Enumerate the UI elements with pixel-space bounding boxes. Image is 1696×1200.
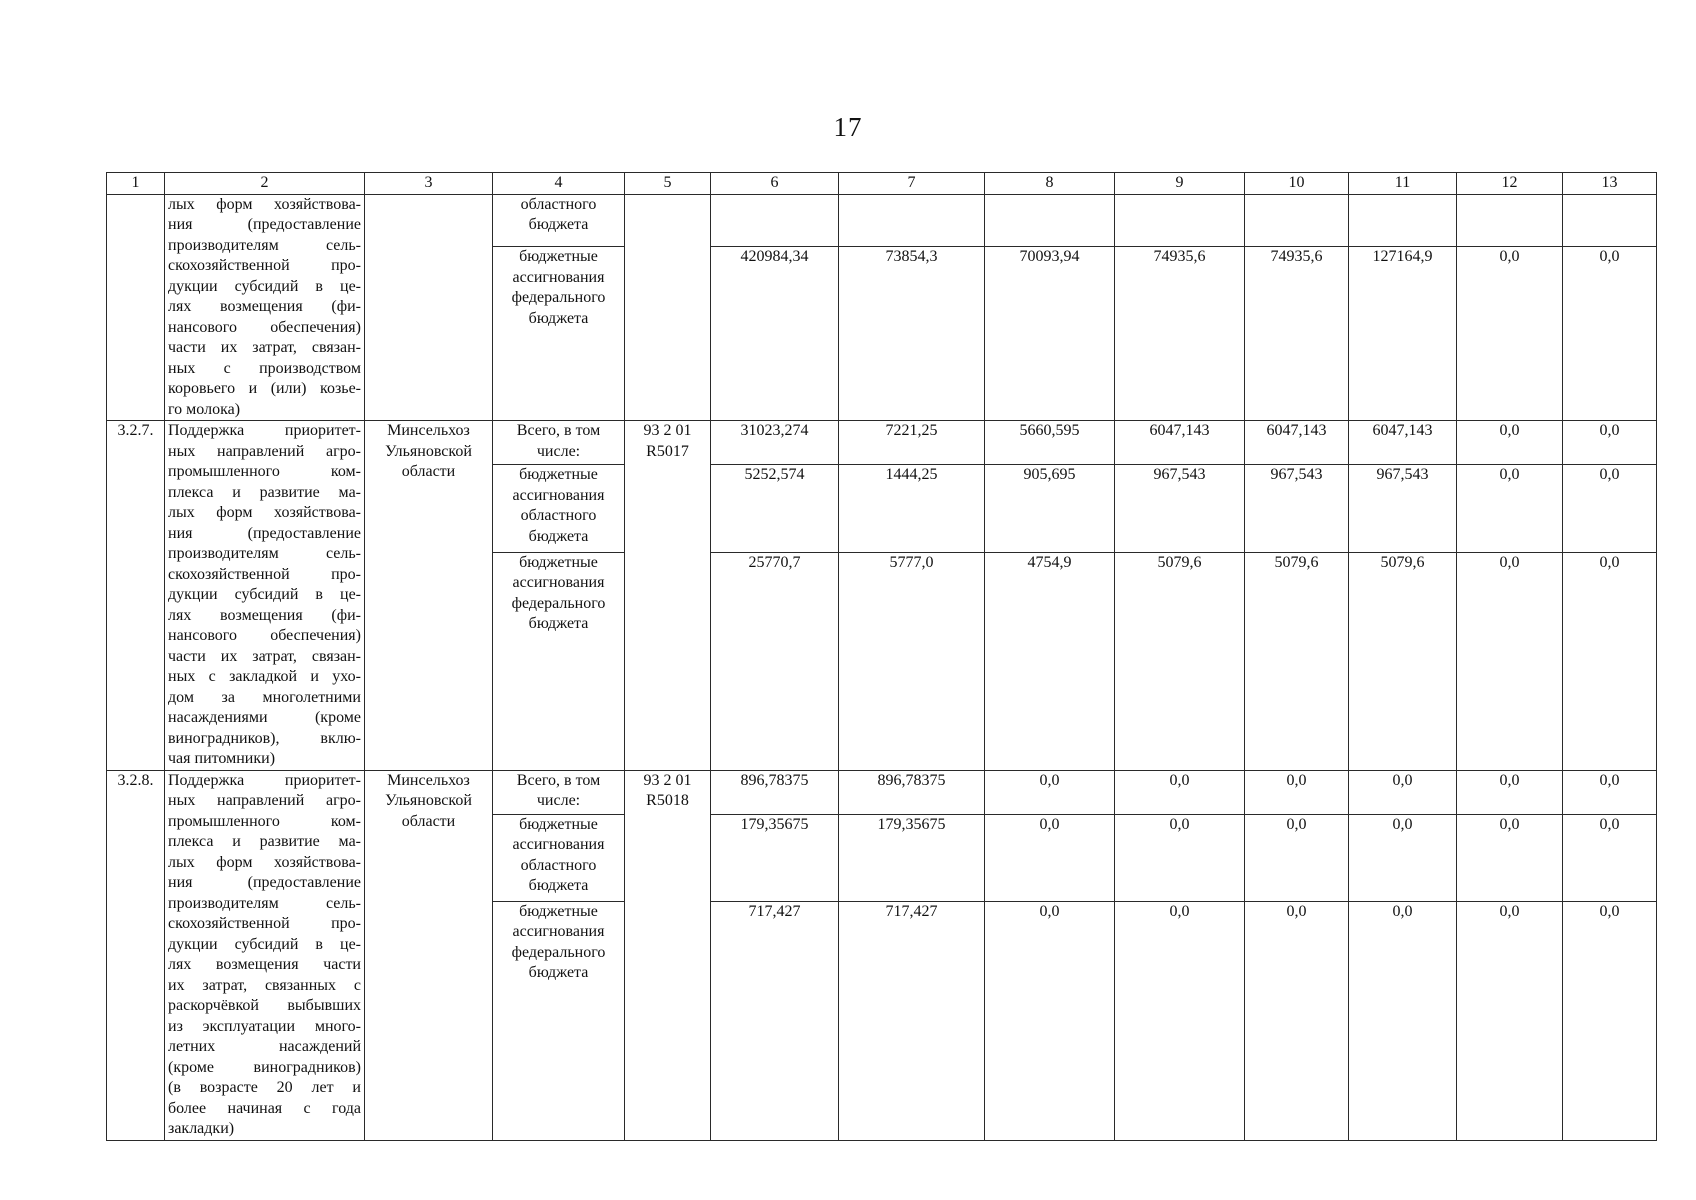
description-line: насаждениями (кроме xyxy=(168,709,361,726)
row-description xyxy=(165,421,365,771)
federal-value-col11: 5079,6 xyxy=(1349,552,1457,770)
table-header-row xyxy=(107,173,1657,195)
total-value-col12: 0,0 xyxy=(1457,770,1563,814)
description-line: (в возрасте 20 лет и xyxy=(168,1079,361,1096)
description-line: ния (предоставление xyxy=(168,524,361,542)
description-line: лях возмещения части xyxy=(168,956,361,973)
description-line: лых форм хозяйствова- xyxy=(168,195,361,213)
header-col-8: 8 xyxy=(985,173,1115,195)
description-line: их затрат, связанных с xyxy=(168,976,361,994)
description-line: ных с производством xyxy=(168,359,361,377)
total-value-col9: 0,0 xyxy=(1115,770,1245,814)
description-line: дукции субсидий в це- xyxy=(168,586,361,603)
regional-value-col8: 0,0 xyxy=(985,814,1115,901)
regional-value-col8: 905,695 xyxy=(985,465,1115,552)
regional-value-col6: 179,35675 xyxy=(711,814,839,901)
header-col-11: 11 xyxy=(1349,173,1457,195)
header-col-10: 10 xyxy=(1245,173,1349,195)
description-line: более начиная с года xyxy=(168,1099,361,1117)
regional-value-col11: 0,0 xyxy=(1349,814,1457,901)
total-value-col7: 7221,25 xyxy=(839,421,985,465)
table-row xyxy=(107,194,1657,247)
description-line: производителям сель- xyxy=(168,545,361,562)
source-regional: областного бюджета xyxy=(493,194,625,247)
source-regional: бюджетные ассигнования областного бюджета xyxy=(493,465,625,552)
regional-value-col12: 0,0 xyxy=(1457,465,1563,552)
description-line: ния (предоставление xyxy=(168,874,361,891)
description-line: чая питомники) xyxy=(168,750,276,767)
total-value-col12: 0,0 xyxy=(1457,421,1563,465)
empty-value-cell xyxy=(711,194,839,247)
header-col-7: 7 xyxy=(839,173,985,195)
description-line: плекса и развитие ма- xyxy=(168,483,361,501)
total-value-col9: 6047,143 xyxy=(1115,421,1245,465)
row-number-cell xyxy=(107,194,165,421)
total-value-col10: 6047,143 xyxy=(1245,421,1349,465)
empty-value-cell xyxy=(1457,194,1563,247)
executor-cell xyxy=(365,194,493,421)
header-col-1: 1 xyxy=(107,173,165,195)
header-col-13: 13 xyxy=(1563,173,1657,195)
federal-value-col13: 0,0 xyxy=(1563,901,1657,1140)
regional-value-col10: 0,0 xyxy=(1245,814,1349,901)
description-line: Поддержка приоритет- xyxy=(168,771,361,789)
header-col-5: 5 xyxy=(625,173,711,195)
total-value-col13: 0,0 xyxy=(1563,421,1657,465)
total-value-col8: 5660,595 xyxy=(985,421,1115,465)
empty-value-cell xyxy=(1563,194,1657,247)
code-cell: 93 2 01 R5017 xyxy=(625,421,711,771)
executor-cell: Минсельхоз Ульяновской области xyxy=(365,421,493,771)
total-value-col13: 0,0 xyxy=(1563,770,1657,814)
total-value-col6: 31023,274 xyxy=(711,421,839,465)
federal-value-col10: 74935,6 xyxy=(1245,247,1349,421)
row-number-cell: 3.2.8. xyxy=(107,770,165,1140)
empty-value-cell xyxy=(1245,194,1349,247)
table-row xyxy=(107,770,1657,814)
federal-value-col10: 0,0 xyxy=(1245,901,1349,1140)
federal-value-col6: 25770,7 xyxy=(711,552,839,770)
description-line: летних насаждений xyxy=(168,1038,361,1055)
federal-value-col12: 0,0 xyxy=(1457,247,1563,421)
header-col-4: 4 xyxy=(493,173,625,195)
federal-value-col8: 0,0 xyxy=(985,901,1115,1140)
regional-value-col13: 0,0 xyxy=(1563,465,1657,552)
total-value-col11: 6047,143 xyxy=(1349,421,1457,465)
description-line: ных направлений агро- xyxy=(168,442,361,460)
regional-value-col7: 179,35675 xyxy=(839,814,985,901)
description-line: производителям сель- xyxy=(168,236,361,254)
budget-table xyxy=(106,172,1657,1141)
description-line: скохозяйственной про- xyxy=(168,915,361,932)
federal-value-col11: 0,0 xyxy=(1349,901,1457,1140)
description-line: нансового обеспечения) xyxy=(168,627,361,644)
description-line: (кроме виноградников) xyxy=(168,1058,361,1076)
federal-value-col7: 73854,3 xyxy=(839,247,985,421)
description-line: дукции субсидий в це- xyxy=(168,277,361,295)
row-description xyxy=(165,194,365,421)
description-line: лых форм хозяйствова- xyxy=(168,853,361,871)
source-regional: бюджетные ассигнования областного бюджета xyxy=(493,814,625,901)
federal-value-col13: 0,0 xyxy=(1563,247,1657,421)
header-col-3: 3 xyxy=(365,173,493,195)
description-line: скохозяйственной про- xyxy=(168,257,361,274)
regional-value-col6: 5252,574 xyxy=(711,465,839,552)
description-line: плекса и развитие ма- xyxy=(168,833,361,850)
federal-value-col12: 0,0 xyxy=(1457,901,1563,1140)
federal-value-col11: 127164,9 xyxy=(1349,247,1457,421)
description-line: коровьего и (или) козье- xyxy=(168,380,361,397)
description-line: лых форм хозяйствова- xyxy=(168,504,361,521)
regional-value-col10: 967,543 xyxy=(1245,465,1349,552)
description-line: раскорчёвкой выбывших xyxy=(168,997,361,1014)
federal-value-col7: 717,427 xyxy=(839,901,985,1140)
total-value-col6: 896,78375 xyxy=(711,770,839,814)
page-number: 17 xyxy=(833,112,863,142)
empty-value-cell xyxy=(1115,194,1245,247)
header-col-12: 12 xyxy=(1457,173,1563,195)
federal-value-col9: 74935,6 xyxy=(1115,247,1245,421)
empty-value-cell xyxy=(985,194,1115,247)
description-line: нансового обеспечения) xyxy=(168,318,361,336)
description-line: Поддержка приоритет- xyxy=(168,422,361,439)
regional-value-col7: 1444,25 xyxy=(839,465,985,552)
description-line: дом за многолетними xyxy=(168,688,361,706)
description-line: ных с закладкой и ухо- xyxy=(168,668,361,685)
regional-value-col9: 967,543 xyxy=(1115,465,1245,552)
description-line: производителям сель- xyxy=(168,894,361,912)
description-line: скохозяйственной про- xyxy=(168,565,361,583)
executor-cell: Минсельхоз Ульяновской области xyxy=(365,770,493,1140)
description-line: промышленного ком- xyxy=(168,812,361,830)
description-line: го молока) xyxy=(168,400,241,418)
empty-value-cell xyxy=(1349,194,1457,247)
source-total: Всего, в том числе: xyxy=(493,770,625,814)
federal-value-col10: 5079,6 xyxy=(1245,552,1349,770)
row-number-cell: 3.2.7. xyxy=(107,421,165,771)
header-col-6: 6 xyxy=(711,173,839,195)
source-federal: бюджетные ассигнования федерального бюджета xyxy=(493,901,625,1140)
description-line: дукции субсидий в це- xyxy=(168,935,361,953)
total-value-col11: 0,0 xyxy=(1349,770,1457,814)
regional-value-col9: 0,0 xyxy=(1115,814,1245,901)
source-total: Всего, в том числе: xyxy=(493,421,625,465)
federal-value-col8: 4754,9 xyxy=(985,552,1115,770)
total-value-col8: 0,0 xyxy=(985,770,1115,814)
code-cell xyxy=(625,194,711,421)
source-federal: бюджетные ассигнования федерального бюджета xyxy=(493,247,625,421)
row-description xyxy=(165,770,365,1140)
federal-value-col13: 0,0 xyxy=(1563,552,1657,770)
description-line: закладки) xyxy=(168,1120,235,1137)
description-line: части их затрат, связан- xyxy=(168,339,361,356)
empty-value-cell xyxy=(839,194,985,247)
regional-value-col13: 0,0 xyxy=(1563,814,1657,901)
federal-value-col6: 717,427 xyxy=(711,901,839,1140)
federal-value-col7: 5777,0 xyxy=(839,552,985,770)
description-line: части их затрат, связан- xyxy=(168,647,361,665)
federal-value-col6: 420984,34 xyxy=(711,247,839,421)
total-value-col10: 0,0 xyxy=(1245,770,1349,814)
description-line: ния (предоставление xyxy=(168,216,361,233)
header-col-2: 2 xyxy=(165,173,365,195)
description-line: лях возмещения (фи- xyxy=(168,298,361,315)
source-federal: бюджетные ассигнования федерального бюджета xyxy=(493,552,625,770)
regional-value-col11: 967,543 xyxy=(1349,465,1457,552)
federal-value-col12: 0,0 xyxy=(1457,552,1563,770)
description-line: промышленного ком- xyxy=(168,463,361,480)
federal-value-col9: 0,0 xyxy=(1115,901,1245,1140)
federal-value-col8: 70093,94 xyxy=(985,247,1115,421)
federal-value-col9: 5079,6 xyxy=(1115,552,1245,770)
description-line: из эксплуатации много- xyxy=(168,1017,361,1035)
total-value-col7: 896,78375 xyxy=(839,770,985,814)
description-line: виноградников), вклю- xyxy=(168,729,361,747)
header-col-9: 9 xyxy=(1115,173,1245,195)
regional-value-col12: 0,0 xyxy=(1457,814,1563,901)
description-line: ных направлений агро- xyxy=(168,792,361,809)
description-line: лях возмещения (фи- xyxy=(168,606,361,624)
code-cell: 93 2 01 R5018 xyxy=(625,770,711,1140)
table-row xyxy=(107,421,1657,465)
